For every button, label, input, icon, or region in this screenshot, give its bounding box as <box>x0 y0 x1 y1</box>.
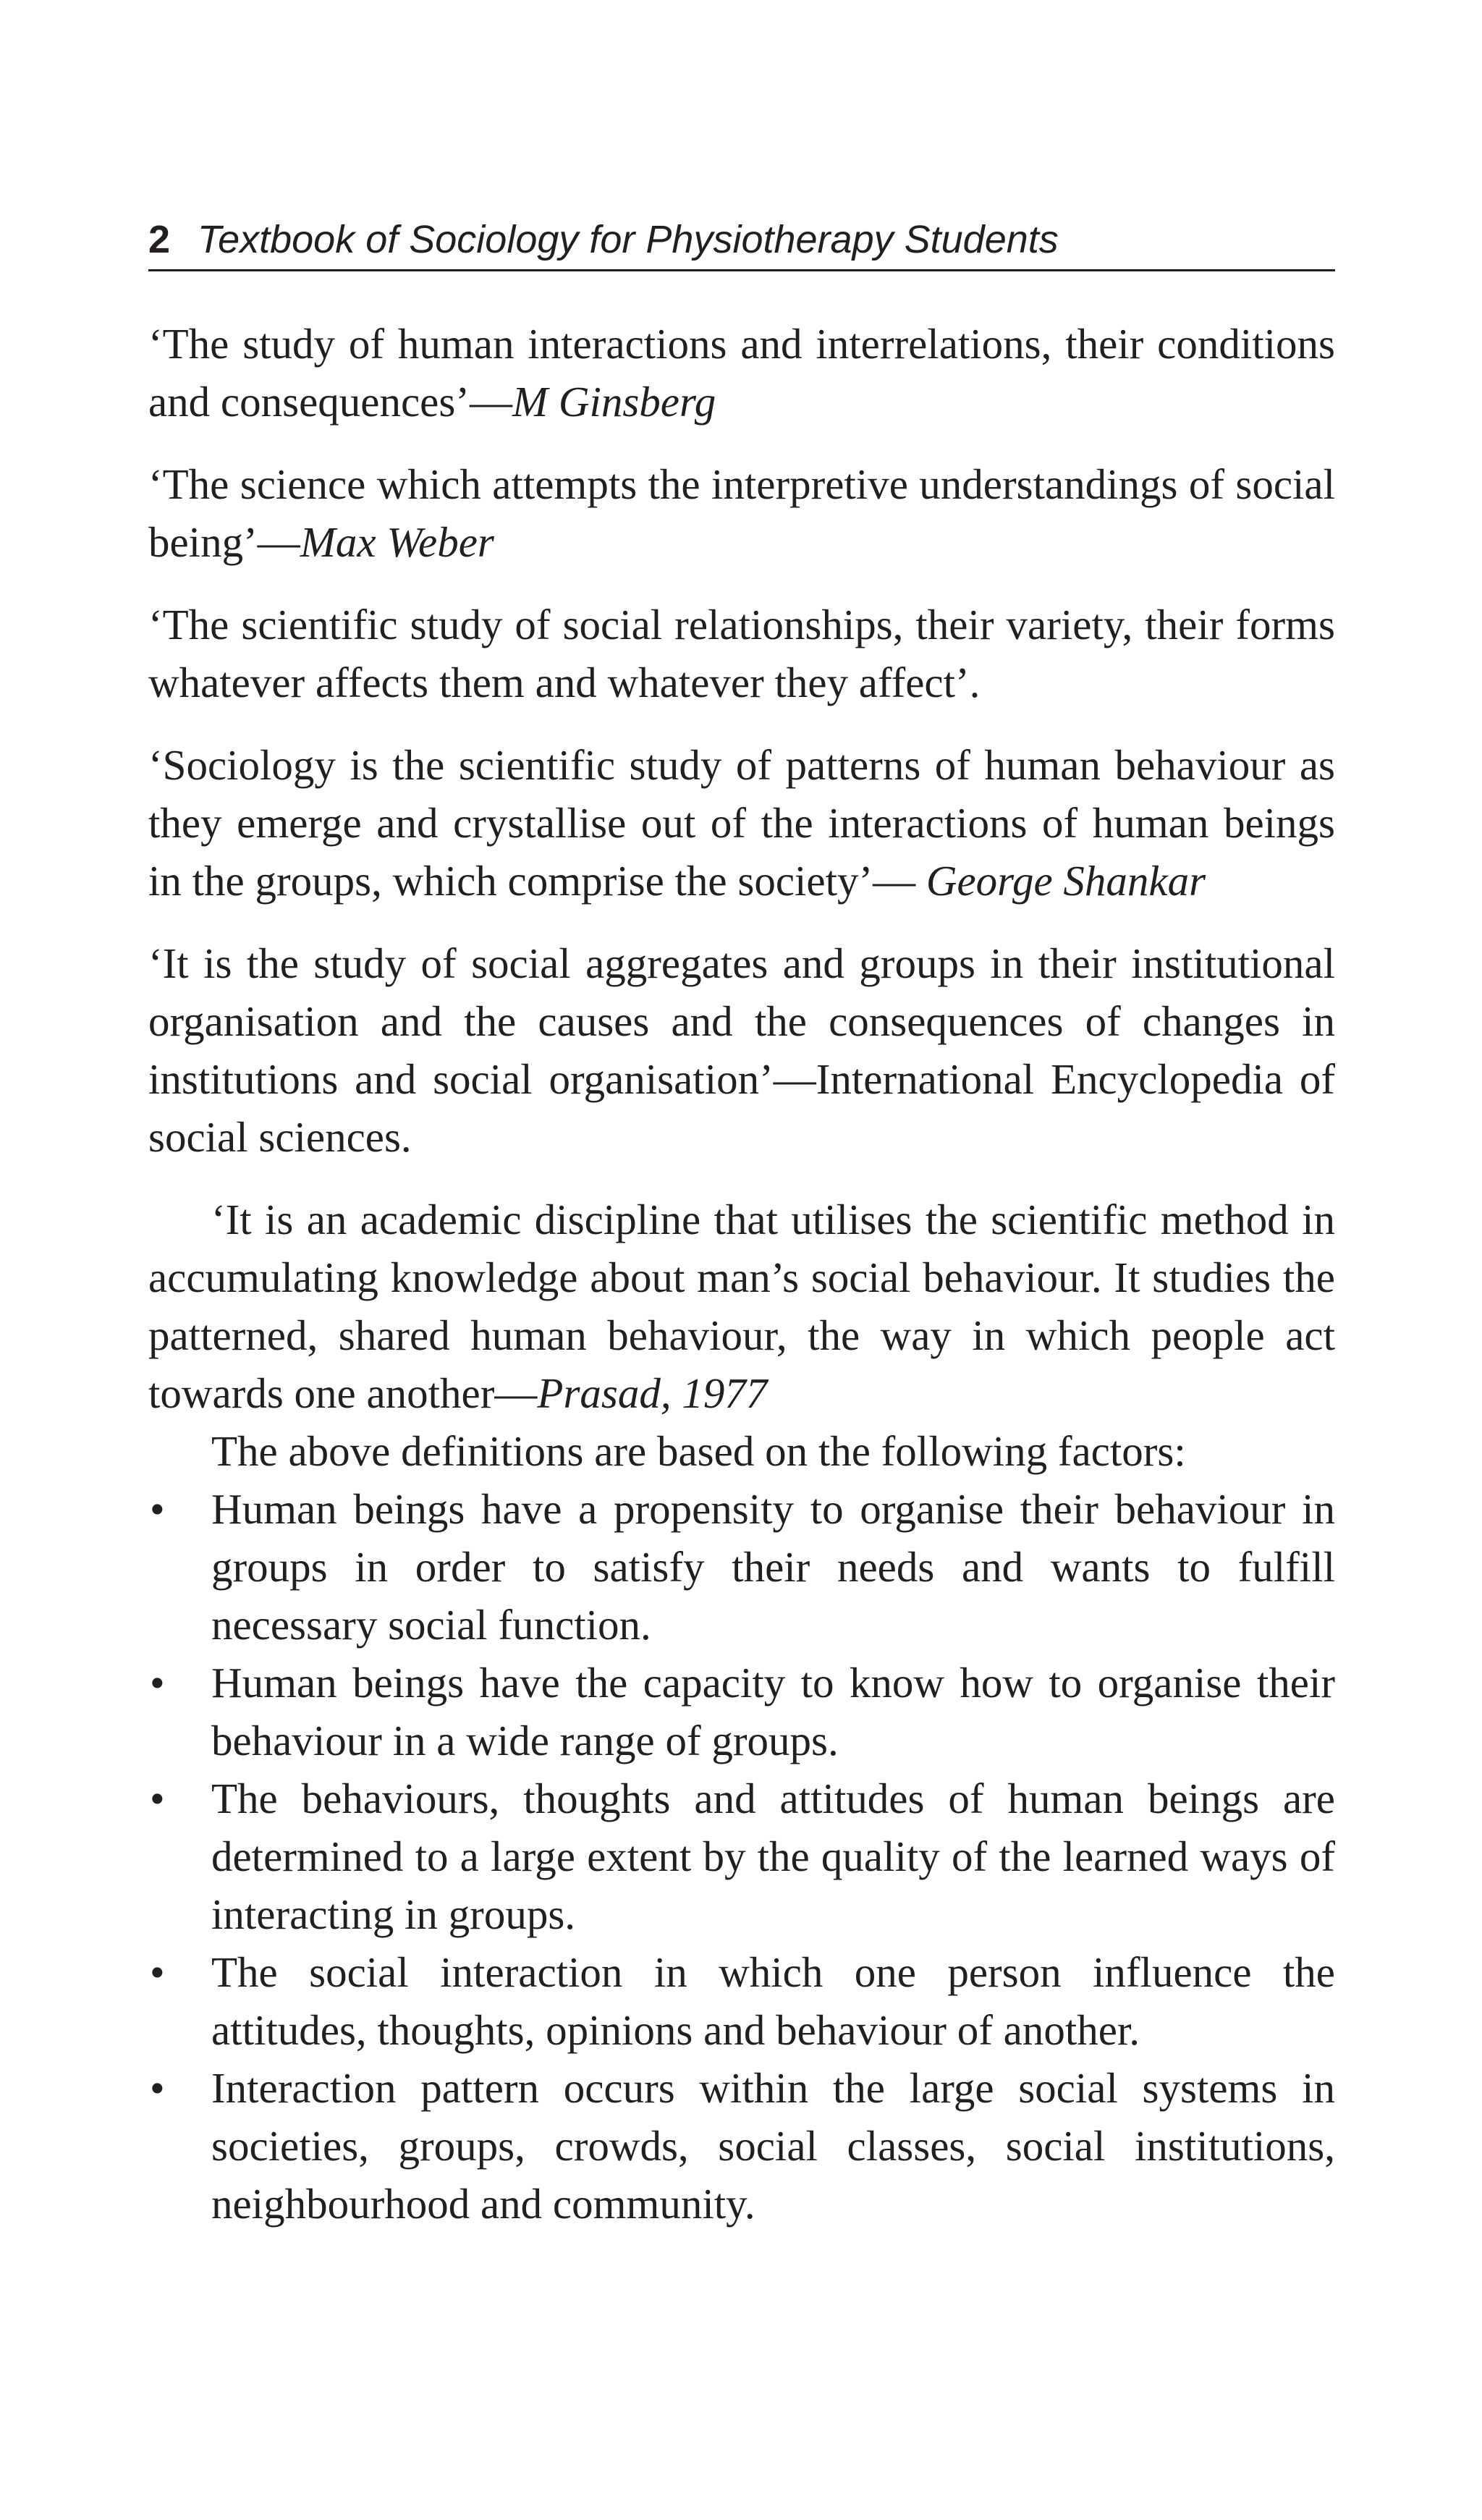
factors-intro: The above definitions are based on the following factors: <box>211 1427 1186 1475</box>
list-item <box>148 1770 1335 1943</box>
bullet-icon: • <box>150 1948 165 1996</box>
list-item-text: The social interaction in which one person influence the attitudes, thoughts, opinions and behaviour of another. <box>211 1948 1335 2054</box>
definition-text: ‘Sociology is the scientific study of patterns of human behaviour as they emerge and crystallise out of the interactions of human beings in the groups, which comprise the society’— <box>148 741 1335 905</box>
definition-paragraph <box>148 455 1335 571</box>
definition-author: M Ginsberg <box>512 378 716 426</box>
bullet-icon: • <box>150 1659 165 1707</box>
definition-paragraph <box>148 736 1335 910</box>
definition-paragraph <box>148 315 1335 431</box>
list-item <box>148 1480 1335 1654</box>
definition-author: Prasad, 1977 <box>537 1369 768 1417</box>
list-item <box>148 2059 1335 2233</box>
list-item <box>148 1943 1335 2059</box>
definition-author: Max Weber <box>300 518 494 566</box>
definition-text: ‘The study of human interactions and interrelations, their conditions and consequences’— <box>148 320 1335 426</box>
bullet-icon: • <box>150 2064 165 2112</box>
factors-list <box>148 1480 1335 2233</box>
list-item-text: Interaction pattern occurs within the large social systems in societies, groups, crowds, social classes, social institutions, neighbourhood and community. <box>211 2064 1335 2228</box>
running-header <box>148 210 1335 271</box>
definition-paragraph <box>148 596 1335 711</box>
bullet-icon: • <box>150 1775 165 1822</box>
list-item-text: The behaviours, thoughts and attitudes of human beings are determined to a large extent by the quality of the learned ways of interacting in groups. <box>211 1775 1335 1938</box>
page-number: 2 <box>148 218 171 261</box>
definition-paragraph <box>148 934 1335 1166</box>
page-body <box>148 315 1335 2233</box>
bullet-icon: • <box>150 1485 165 1533</box>
definition-text: ‘The scientific study of social relationships, their variety, their forms whatever affects them and whatever they affect’. <box>148 601 1335 706</box>
definition-text: ‘The science which attempts the interpretive understandings of social being’— <box>148 460 1335 566</box>
book-title: Textbook of Sociology for Physiotherapy Students <box>198 218 1059 261</box>
definition-author: George Shankar <box>926 857 1206 905</box>
definition-text: ‘It is the study of social aggregates and groups in their institutional organisation and the causes and the consequences of changes in institutions and social organisation’—International Encyclopedia of social sciences. <box>148 939 1335 1161</box>
indented-definition-paragraph <box>148 1191 1335 1422</box>
definition-text: ‘It is an academic discipline that utilises the scientific method in accumulating knowledge about man’s social behaviour. It studies the patterned, shared human behaviour, the way in which people act towards one another— <box>148 1196 1335 1417</box>
list-item-text: Human beings have a propensity to organise their behaviour in groups in order to satisfy their needs and wants to fulfill necessary social function. <box>211 1485 1335 1649</box>
list-item <box>148 1654 1335 1770</box>
list-item-text: Human beings have the capacity to know how to organise their behaviour in a wide range of groups. <box>211 1659 1335 1764</box>
